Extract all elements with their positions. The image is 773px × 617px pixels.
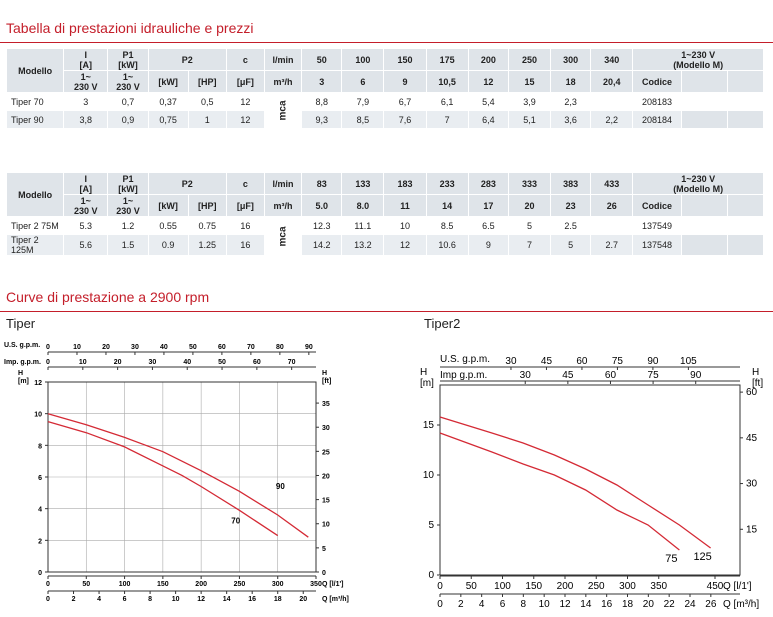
cell-kw: 0.9 (148, 235, 188, 256)
cell-head: 6,1 (426, 93, 468, 111)
flow-m3h: 20,4 (591, 71, 633, 93)
x2-tick-label: 8 (148, 596, 153, 603)
impgpm-axis-label: Imp. g.p.m. (4, 359, 41, 366)
flow-m3h: 3 (302, 71, 342, 93)
x-tick-label: 50 (465, 581, 477, 592)
usgpm-tick-label: 60 (576, 356, 588, 367)
cell-head: 8,8 (302, 93, 342, 111)
x-tick-label: 300 (619, 581, 636, 592)
header-kw: [kW] (148, 195, 188, 217)
header-modello: Modello (7, 49, 64, 93)
header-hp: [HP] (188, 71, 226, 93)
cell-head: 8.5 (426, 217, 468, 235)
cell-head: 10 (384, 217, 426, 235)
cell-kw: 0.55 (148, 217, 188, 235)
performance-table-tiper (6, 48, 764, 129)
x2-tick-label: 0 (46, 596, 50, 603)
usgpm-tick-label: 30 (505, 356, 517, 367)
impgpm-tick-label: 45 (562, 370, 574, 381)
header-voltage: 1~230 V (Modello M) (633, 49, 764, 71)
table-row (7, 235, 764, 256)
y-tick-label: 8 (38, 443, 42, 451)
cell-code: 137549 (633, 217, 681, 235)
x2-axis-label: Q [m³/h] (723, 599, 760, 610)
cell-blank (727, 111, 763, 129)
usgpm-tick-label: 20 (102, 344, 110, 351)
flow-m3h: 26 (591, 195, 633, 217)
flow-lmin: 133 (342, 173, 384, 195)
x2-tick-label: 14 (222, 596, 231, 603)
cell-head: 6,7 (384, 93, 426, 111)
x-axis-label: Q [l/1'] (322, 581, 344, 588)
chart-title-tiper: Tiper (6, 316, 36, 331)
cell-head (591, 217, 633, 235)
flow-lmin: 183 (384, 173, 426, 195)
table-row (7, 111, 764, 129)
cell-hp: 0,5 (188, 93, 226, 111)
y-tick-label: 6 (38, 475, 42, 482)
cell-head: 12 (384, 235, 426, 256)
x2-tick-label: 0 (437, 599, 443, 610)
x2-tick-label: 20 (299, 596, 308, 603)
series-label: 125 (693, 551, 712, 563)
usgpm-axis-label: U.S. g.p.m. (440, 354, 491, 365)
cell-code: 137548 (633, 235, 681, 256)
usgpm-tick-label: 90 (304, 344, 313, 351)
y2-axis-label: H (322, 370, 328, 377)
cell-c: 16 (226, 217, 264, 235)
cell-head: 2,3 (551, 93, 591, 111)
y2-axis-label: H (752, 367, 760, 378)
y-tick-label: 5 (428, 520, 434, 531)
model-name: Tiper 2 75M (7, 217, 64, 235)
x-tick-label: 0 (46, 581, 50, 588)
cell-head: 5,1 (508, 111, 550, 129)
series-label: 90 (275, 482, 285, 492)
flow-m3h: 11 (384, 195, 426, 217)
y2-tick-label: 20 (322, 473, 330, 481)
impgpm-tick-label: 40 (183, 359, 192, 366)
cell-blank (681, 217, 727, 235)
x2-tick-label: 4 (478, 599, 485, 610)
header-blank (681, 71, 727, 93)
cell-head: 7,9 (342, 93, 384, 111)
cell-head: 3,9 (508, 93, 550, 111)
cell-head: 7,6 (384, 111, 426, 129)
header-lmin: l/min (264, 49, 301, 71)
y-tick-label: 10 (422, 470, 434, 481)
header-p1-voltage: 1~ 230 V (108, 195, 148, 217)
cell-head: 6.5 (468, 217, 508, 235)
flow-lmin: 83 (302, 173, 342, 195)
usgpm-tick-label: 70 (246, 344, 255, 351)
header-p2: P2 (148, 49, 226, 71)
y-tick-label: 0 (38, 570, 42, 577)
header-blank (727, 195, 763, 217)
flow-lmin: 340 (591, 49, 633, 71)
cell-head: 10.6 (426, 235, 468, 256)
cell-i: 3 (64, 93, 108, 111)
impgpm-tick-label: 60 (604, 370, 617, 381)
mca-label: mca (264, 93, 301, 129)
cell-head: 3,6 (551, 111, 591, 129)
model-name: Tiper 90 (7, 111, 64, 129)
flow-lmin: 175 (426, 49, 468, 71)
y2-tick-label: 10 (322, 521, 330, 529)
x-axis-label: Q [l/1'] (723, 581, 752, 592)
x2-tick-label: 22 (663, 599, 675, 610)
y2-tick-label: 35 (322, 401, 330, 409)
cell-i: 5.3 (64, 217, 108, 235)
y2-tick-label: 30 (746, 478, 758, 490)
y2-tick-label: 45 (746, 432, 758, 444)
header-p2: P2 (148, 173, 226, 195)
impgpm-tick-label: 0 (46, 359, 50, 366)
y-tick-label: 4 (38, 506, 42, 514)
x2-tick-label: 26 (705, 599, 717, 610)
mca-label: mca (264, 217, 301, 256)
x-tick-label: 100 (494, 581, 511, 592)
cell-hp: 0.75 (188, 217, 226, 235)
flow-lmin: 233 (426, 173, 468, 195)
cell-p1: 1.2 (108, 217, 148, 235)
cell-blank (727, 235, 763, 256)
impgpm-tick-label: 30 (519, 370, 531, 381)
usgpm-tick-label: 45 (540, 356, 553, 367)
flow-m3h: 18 (551, 71, 591, 93)
x2-tick-label: 6 (499, 599, 506, 610)
x-tick-label: 350 (310, 581, 322, 588)
flow-m3h: 12 (468, 71, 508, 93)
impgpm-tick-label: 30 (148, 359, 157, 366)
cell-head: 8,5 (342, 111, 384, 129)
series-label: 70 (231, 516, 241, 526)
cell-hp: 1.25 (188, 235, 226, 256)
x-tick-label: 150 (525, 581, 543, 592)
header-p1-voltage: 1~ 230 V (108, 71, 148, 93)
cell-blank (681, 235, 727, 256)
y2-tick-label: 5 (322, 545, 326, 553)
y-tick-label: 15 (422, 420, 434, 431)
y2-tick-label: 15 (746, 524, 758, 536)
impgpm-tick-label: 50 (218, 359, 226, 366)
cell-code: 208184 (633, 111, 681, 129)
flow-m3h: 5.0 (302, 195, 342, 217)
impgpm-tick-label: 90 (690, 370, 702, 381)
cell-head: 7 (508, 235, 550, 256)
header-p1: P1 [kW] (108, 173, 148, 195)
x2-tick-label: 18 (273, 596, 282, 603)
x-tick-label: 200 (556, 581, 574, 592)
flow-lmin: 383 (551, 173, 591, 195)
usgpm-tick-label: 0 (46, 344, 50, 351)
header-blank (727, 71, 763, 93)
cell-code: 208183 (633, 93, 681, 111)
x-tick-label: 450 (706, 581, 724, 592)
series-line-75 (440, 433, 679, 550)
cell-head: 5 (551, 235, 591, 256)
x2-tick-label: 10 (171, 596, 180, 603)
cell-blank (681, 111, 727, 129)
usgpm-tick-label: 75 (611, 356, 623, 367)
usgpm-tick-label: 40 (160, 344, 168, 351)
flow-m3h: 9 (384, 71, 426, 93)
x2-tick-label: 20 (642, 599, 654, 610)
header-kw: [kW] (148, 71, 188, 93)
model-name: Tiper 70 (7, 93, 64, 111)
chart-tiper2 (420, 335, 770, 610)
table-row (7, 93, 764, 111)
header-i: I [A] (64, 49, 108, 71)
cell-blank (681, 93, 727, 111)
cell-blank (727, 217, 763, 235)
x2-tick-label: 18 (621, 599, 634, 610)
header-codice: Codice (633, 195, 681, 217)
model-name: Tiper 2 125M (7, 235, 64, 256)
impgpm-tick-label: 20 (113, 359, 122, 366)
y2-tick-label: 25 (322, 449, 330, 457)
section-rule-tables (0, 42, 773, 43)
header-voltage: 1~230 V (Modello M) (633, 173, 764, 195)
header-blank (681, 195, 727, 217)
flow-lmin: 150 (384, 49, 426, 71)
y2-axis-unit: [ft] (322, 378, 332, 385)
flow-m3h: 6 (342, 71, 384, 93)
x-tick-label: 50 (82, 581, 91, 588)
header-c: c (226, 173, 264, 195)
usgpm-tick-label: 50 (189, 344, 197, 351)
x2-tick-label: 4 (97, 596, 102, 603)
header-codice: Codice (633, 71, 681, 93)
flow-m3h: 15 (508, 71, 550, 93)
cell-c: 12 (226, 111, 264, 129)
usgpm-tick-label: 10 (73, 344, 81, 351)
cell-hp: 1 (188, 111, 226, 129)
y2-tick-label: 0 (322, 570, 326, 577)
table-row (7, 217, 764, 235)
cell-blank (727, 93, 763, 111)
flow-m3h: 8.0 (342, 195, 384, 217)
y-tick-label: 0 (428, 570, 434, 581)
impgpm-tick-label: 10 (78, 359, 87, 366)
cell-kw: 0,37 (148, 93, 188, 111)
y2-tick-label: 15 (322, 497, 330, 505)
x2-tick-label: 14 (580, 599, 592, 610)
x2-tick-label: 12 (197, 596, 206, 603)
flow-m3h: 23 (551, 195, 591, 217)
flow-lmin: 300 (551, 49, 591, 71)
cell-head: 11.1 (342, 217, 384, 235)
impgpm-axis-label: Imp g.p.m. (440, 370, 488, 381)
header-lmin: l/min (264, 173, 301, 195)
cell-head: 9,3 (302, 111, 342, 129)
header-uf: [μF] (226, 195, 264, 217)
x2-tick-label: 2 (458, 599, 464, 610)
header-i: I [A] (64, 173, 108, 195)
cell-kw: 0,75 (148, 111, 188, 129)
cell-i: 3,8 (64, 111, 108, 129)
cell-head: 6,4 (468, 111, 508, 129)
x2-tick-label: 6 (122, 596, 127, 603)
cell-head: 2.7 (591, 235, 633, 256)
cell-p1: 0,7 (108, 93, 148, 111)
x-tick-label: 250 (587, 581, 605, 592)
x-tick-label: 0 (437, 581, 443, 592)
x2-tick-label: 12 (559, 599, 571, 610)
series-line-90 (48, 414, 308, 538)
cell-p1: 0,9 (108, 111, 148, 129)
header-p1: P1 [kW] (108, 49, 148, 71)
y-tick-label: 2 (38, 538, 42, 546)
flow-lmin: 333 (508, 173, 550, 195)
section-rule-curves (0, 311, 773, 312)
flow-m3h: 10,5 (426, 71, 468, 93)
cell-head: 2,2 (591, 111, 633, 129)
cell-head: 7 (426, 111, 468, 129)
flow-m3h: 17 (468, 195, 508, 217)
header-i-voltage: 1~ 230 V (64, 71, 108, 93)
y2-tick-label: 60 (746, 387, 758, 399)
x2-tick-label: 24 (684, 599, 696, 610)
flow-lmin: 433 (591, 173, 633, 195)
y-tick-label: 10 (34, 411, 42, 419)
cell-c: 16 (226, 235, 264, 256)
x-tick-label: 150 (157, 581, 169, 588)
y-axis-label: H (18, 370, 24, 377)
header-m3h: m³/h (264, 71, 301, 93)
cell-p1: 1.5 (108, 235, 148, 256)
series-label: 75 (665, 553, 678, 565)
flow-lmin: 50 (302, 49, 342, 71)
cell-head: 12.3 (302, 217, 342, 235)
header-m3h: m³/h (264, 195, 301, 217)
cell-head: 2.5 (551, 217, 591, 235)
cell-head: 5 (508, 217, 550, 235)
flow-lmin: 200 (468, 49, 508, 71)
chart-tiper (0, 335, 349, 610)
usgpm-tick-label: 105 (680, 356, 697, 367)
x2-axis-label: Q [m³/h] (322, 596, 349, 603)
x2-tick-label: 2 (71, 596, 76, 603)
x-tick-label: 300 (271, 581, 284, 588)
impgpm-tick-label: 60 (252, 359, 261, 366)
cell-head: 14.2 (302, 235, 342, 256)
usgpm-tick-label: 60 (217, 344, 226, 351)
x2-tick-label: 8 (520, 599, 527, 610)
x-tick-label: 100 (118, 581, 131, 588)
section-title-curves: Curve di prestazione a 2900 rpm (6, 289, 210, 305)
cell-head: 13.2 (342, 235, 384, 256)
x2-tick-label: 16 (601, 599, 613, 610)
y-axis-unit: [m] (420, 378, 434, 389)
y-tick-label: 12 (34, 380, 42, 387)
flow-lmin: 100 (342, 49, 384, 71)
flow-m3h: 20 (508, 195, 550, 217)
usgpm-tick-label: 80 (275, 344, 284, 351)
usgpm-tick-label: 30 (131, 344, 139, 351)
cell-i: 5.6 (64, 235, 108, 256)
y-axis-label: H (420, 367, 428, 378)
impgpm-tick-label: 70 (287, 359, 296, 366)
header-hp: [HP] (188, 195, 226, 217)
performance-table-tiper2 (6, 172, 764, 256)
y2-tick-label: 30 (322, 425, 330, 433)
flow-lmin: 250 (508, 49, 550, 71)
x-tick-label: 250 (233, 581, 246, 588)
x2-tick-label: 10 (538, 599, 550, 610)
x2-tick-label: 16 (248, 596, 257, 603)
x-tick-label: 200 (195, 581, 207, 588)
header-i-voltage: 1~ 230 V (64, 195, 108, 217)
cell-head (591, 93, 633, 111)
series-line-125 (440, 417, 711, 548)
usgpm-tick-label: 90 (647, 356, 659, 367)
cell-c: 12 (226, 93, 264, 111)
plot-frame (440, 385, 740, 575)
y-axis-unit: [m] (18, 378, 29, 385)
x-tick-label: 350 (650, 581, 668, 592)
header-modello: Modello (7, 173, 64, 217)
flow-lmin: 283 (468, 173, 508, 195)
impgpm-tick-label: 75 (647, 370, 659, 381)
cell-head: 5,4 (468, 93, 508, 111)
section-title-tables: Tabella di prestazioni idrauliche e prezzi (6, 20, 254, 36)
header-c: c (226, 49, 264, 71)
y2-axis-unit: [ft] (752, 378, 764, 389)
flow-m3h: 14 (426, 195, 468, 217)
cell-head: 9 (468, 235, 508, 256)
usgpm-axis-label: U.S. g.p.m. (4, 342, 41, 349)
header-uf: [μF] (226, 71, 264, 93)
chart-title-tiper2: Tiper2 (424, 316, 461, 331)
